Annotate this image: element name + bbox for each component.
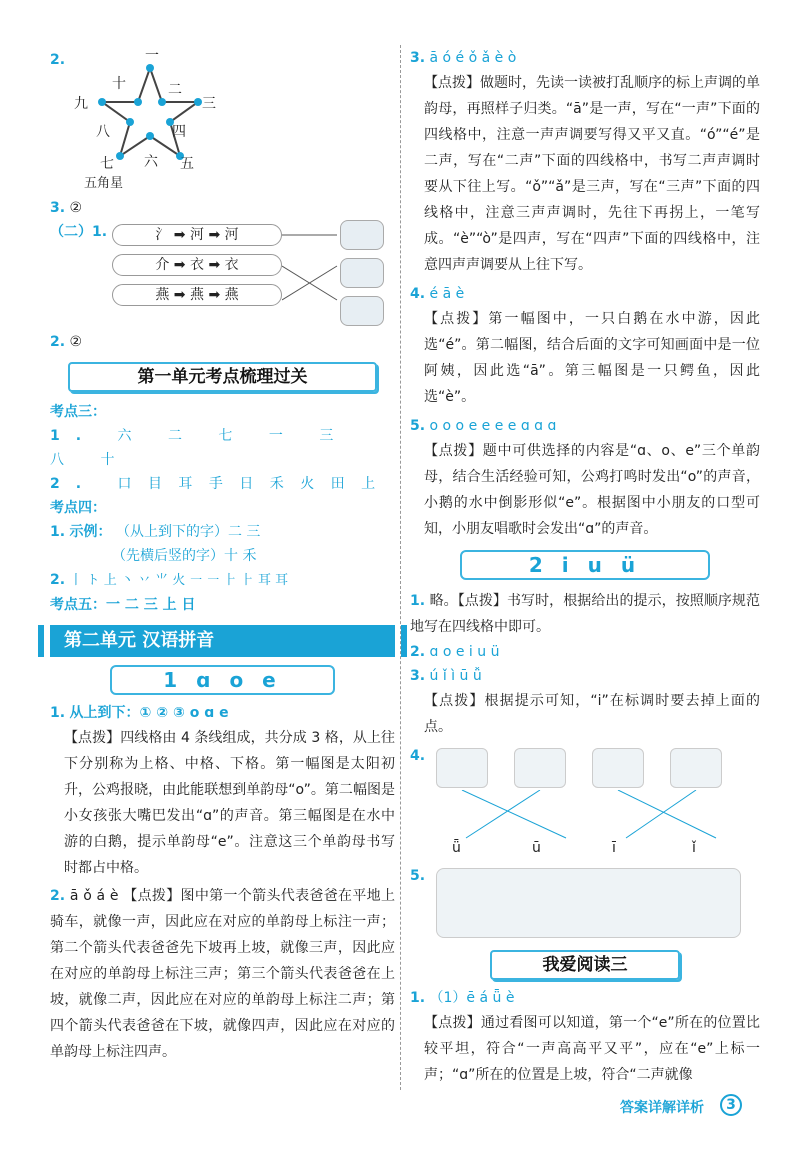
column-divider bbox=[400, 45, 401, 1090]
example-line-1: （从上到下的字）二 三 bbox=[115, 524, 261, 540]
swallow-picture bbox=[340, 258, 384, 288]
answer-text: ② bbox=[69, 200, 83, 216]
q5-picture bbox=[436, 868, 741, 938]
lesson2-q3 bbox=[410, 664, 760, 688]
question-number: 5. bbox=[410, 418, 426, 434]
answer-text: ā ó é ǒ ǎ è ò bbox=[429, 50, 517, 66]
kaodian-3: 考点三： bbox=[50, 404, 106, 420]
question-number: 1. bbox=[50, 705, 66, 721]
char-evolution-row-2: 介 ➡ 衣 ➡ 衣 bbox=[112, 254, 282, 276]
question-number: 2. bbox=[50, 572, 66, 588]
lesson2-q1 bbox=[410, 588, 760, 640]
question-number: 1. bbox=[410, 990, 426, 1006]
lesson2-q5 bbox=[410, 864, 760, 944]
question-number: 2. bbox=[50, 888, 66, 904]
lesson1-q1 bbox=[50, 701, 395, 725]
kaodian-5: 考点五：一 二 三 上 日 bbox=[50, 597, 196, 613]
lesson-2-title: 2 i u ü bbox=[460, 550, 710, 580]
reading-q1 bbox=[410, 986, 760, 1010]
right-q5-explanation: 【点拨】题中可供选择的内容是“ɑ、o、e”三个单韵母，结合生活经验可知，公鸡打鸣时发出“o”的声音，小鹅的水中倒影形似“e”。根据图中小朋友的口型可知，小朋友唱歌时会发出“ɑ”的声音。 bbox=[424, 443, 760, 537]
answer-text: o o o e e e e ɑ ɑ ɑ bbox=[429, 418, 557, 434]
review-section-title: 第一单元考点梳理过关 bbox=[68, 362, 377, 392]
kaodian-4-q1 bbox=[50, 520, 395, 544]
answer-text: ɑ o e i u ü bbox=[429, 644, 500, 660]
water-picture bbox=[340, 220, 384, 250]
answer-text: é ā è bbox=[429, 286, 465, 302]
star-label-6: 六 bbox=[144, 154, 158, 170]
option-label-4: ǐ bbox=[692, 840, 696, 856]
matching-lines bbox=[282, 220, 342, 320]
picture-4 bbox=[670, 748, 722, 788]
char-evolution-row-1: 氵 ➡ 河 ➡ 河 bbox=[112, 224, 282, 246]
answer-explanation: 略。【点拨】书写时，根据给出的提示，按照顺序规范地写在四线格中即可。 bbox=[410, 593, 760, 635]
question-3 bbox=[50, 196, 395, 220]
page-number: 3 bbox=[720, 1094, 742, 1116]
question-number: 1. bbox=[410, 593, 426, 609]
right-q4 bbox=[410, 282, 760, 306]
kaodian-3-q2 bbox=[50, 472, 395, 496]
right-q5 bbox=[410, 414, 760, 438]
unit-title-bar: 第二单元 汉语拼音 bbox=[50, 625, 395, 657]
example-label: 示例： bbox=[69, 524, 112, 540]
left-column bbox=[50, 40, 395, 1065]
reading-section-title: 我爱阅读三 bbox=[490, 950, 680, 980]
question-number: 3. bbox=[410, 50, 426, 66]
question-number: 3. bbox=[410, 668, 426, 684]
question-number: 4. bbox=[410, 286, 426, 302]
option-label-2: ū bbox=[532, 840, 541, 856]
kaodian-4: 考点四： bbox=[50, 500, 106, 516]
answer-text: 从上到下：① ② ③ o ɑ e bbox=[69, 705, 229, 721]
picture-2 bbox=[514, 748, 566, 788]
answer-explanation: ā ǒ á è 【点拨】图中第一个箭头代表爸爸在平地上骑车，就像一声，因此应在对应的单韵母上标注一声；第二个箭头代表爸爸先下坡再上坡，就像三声，因此应在对应的单韵母上标注三声；第三个箭头代表爸爸在上坡，就像二声，因此应在对应的单韵母上标注二声；第四个箭头代表爸爸在下坡，就像四声，因此应在对应的单韵母上标注四声。 bbox=[50, 888, 396, 1060]
lesson-1-title: 1 ɑ o e bbox=[110, 665, 335, 695]
question-number: 3. bbox=[50, 200, 66, 216]
right-q3-explanation: 【点拨】做题时，先读一读被打乱顺序的标上声调的单韵母，再照样子归类。“ā”是一声，写在“一声”下面的四线格中，注意一声声调要写得又平又直。“ó”“é”是二声，写在“二声”下面的四线格中，书写二声声调时要从下往上写。“ǒ”“ǎ”是三声，写在“三声”下面的四线格中，注意三声声调时，先往下再拐上，一笔写成。“è”“ò”是四声，写在“四声”下面的四线格中，注意四声声调要从上往下写。 bbox=[424, 75, 760, 273]
picture-3 bbox=[592, 748, 644, 788]
star-label-8: 八 bbox=[96, 124, 110, 140]
answer-text: ú ǐ ì ū ǚ bbox=[429, 668, 482, 684]
answer-text: 六 二 七 一 三 八 十 bbox=[50, 428, 350, 468]
question-number: 2. bbox=[50, 334, 66, 350]
lesson1-q1-explanation: 【点拨】四线格由 4 条线组成，共分成 3 格，从上往下分别称为上格、中格、下格。第一幅图是太阳初升，公鸡报晓，由此能联想到单韵母“o”。第二幅图是小女孩张大嘴巴发出“ɑ”的声音。第三幅图是在水中游的白鹅，提示单韵母“e”。注意这三个单韵母书写时都占中格。 bbox=[64, 730, 395, 876]
picture-1 bbox=[436, 748, 488, 788]
kaodian-3-q1 bbox=[50, 424, 395, 472]
option-label-1: ǖ bbox=[452, 840, 461, 856]
answer-text: ② bbox=[69, 334, 83, 350]
star-label-1: 一 bbox=[145, 48, 159, 64]
stroke-order-text: 丨 ト 上 丶 丷 ⺌ 火 ㇐ ㇐ ⺊ ⺊ 耳 耳 bbox=[69, 573, 289, 588]
reading-q1-explanation: 【点拨】通过看图可以知道，第一个“e”所在的位置比较平坦，符合“一声高高平又平”，应在“e”上标一声；“ɑ”所在的位置是上坡，符合“二声就像 bbox=[424, 1015, 760, 1083]
question-number: 1. bbox=[50, 428, 98, 444]
right-column bbox=[410, 46, 760, 1088]
right-q4-explanation: 【点拨】第一幅图中，一只白鹅在水中游，因此选“é”。第二幅图，结合后面的文字可知画面中是一位阿姨，因此选“ā”。第三幅图是一只鳄鱼，因此选“è”。 bbox=[424, 311, 760, 405]
question-2b bbox=[50, 330, 395, 354]
question-number: 2. bbox=[410, 644, 426, 660]
question-number: 2. bbox=[50, 476, 98, 492]
clothes-picture bbox=[340, 296, 384, 326]
star-label-9: 九 bbox=[74, 96, 88, 112]
question-number: 1. bbox=[50, 524, 66, 540]
star-caption: 五角星 bbox=[84, 176, 124, 191]
example-line-2: （先横后竖的字）十 禾 bbox=[112, 548, 257, 564]
question-number: 5. bbox=[410, 868, 426, 884]
section-two bbox=[50, 220, 395, 330]
q4-matching-lines bbox=[436, 790, 756, 840]
answer-text: （1）ē á ǖ è bbox=[429, 990, 515, 1006]
section-label: （二）1. bbox=[50, 224, 108, 240]
star-label-7: 七 bbox=[100, 156, 114, 172]
star-label-3: 三 bbox=[202, 96, 216, 112]
footer-label: 答案详解详析 bbox=[620, 1100, 704, 1116]
question-number: 4. bbox=[410, 748, 426, 764]
lesson1-q2 bbox=[50, 883, 395, 1065]
char-evolution-row-3: 燕 ➡ 燕 ➡ 燕 bbox=[112, 284, 282, 306]
option-label-3: ī bbox=[612, 840, 616, 856]
lesson2-q2 bbox=[410, 640, 760, 664]
lesson2-q3-explanation: 【点拨】根据提示可知，“i”在标调时要去掉上面的点。 bbox=[424, 693, 760, 735]
star-question bbox=[50, 40, 395, 190]
star-label-2: 二 bbox=[168, 82, 182, 98]
question-number: 2. bbox=[50, 52, 66, 68]
lesson2-q4 bbox=[410, 744, 760, 864]
star-label-10: 十 bbox=[112, 76, 126, 92]
star-label-4: 四 bbox=[172, 124, 186, 140]
star-label-5: 五 bbox=[180, 156, 194, 172]
right-q3 bbox=[410, 46, 760, 70]
kaodian-4-q2 bbox=[50, 568, 395, 593]
answer-text: 口 目 耳 手 日 禾 火 田 上 bbox=[117, 476, 382, 492]
